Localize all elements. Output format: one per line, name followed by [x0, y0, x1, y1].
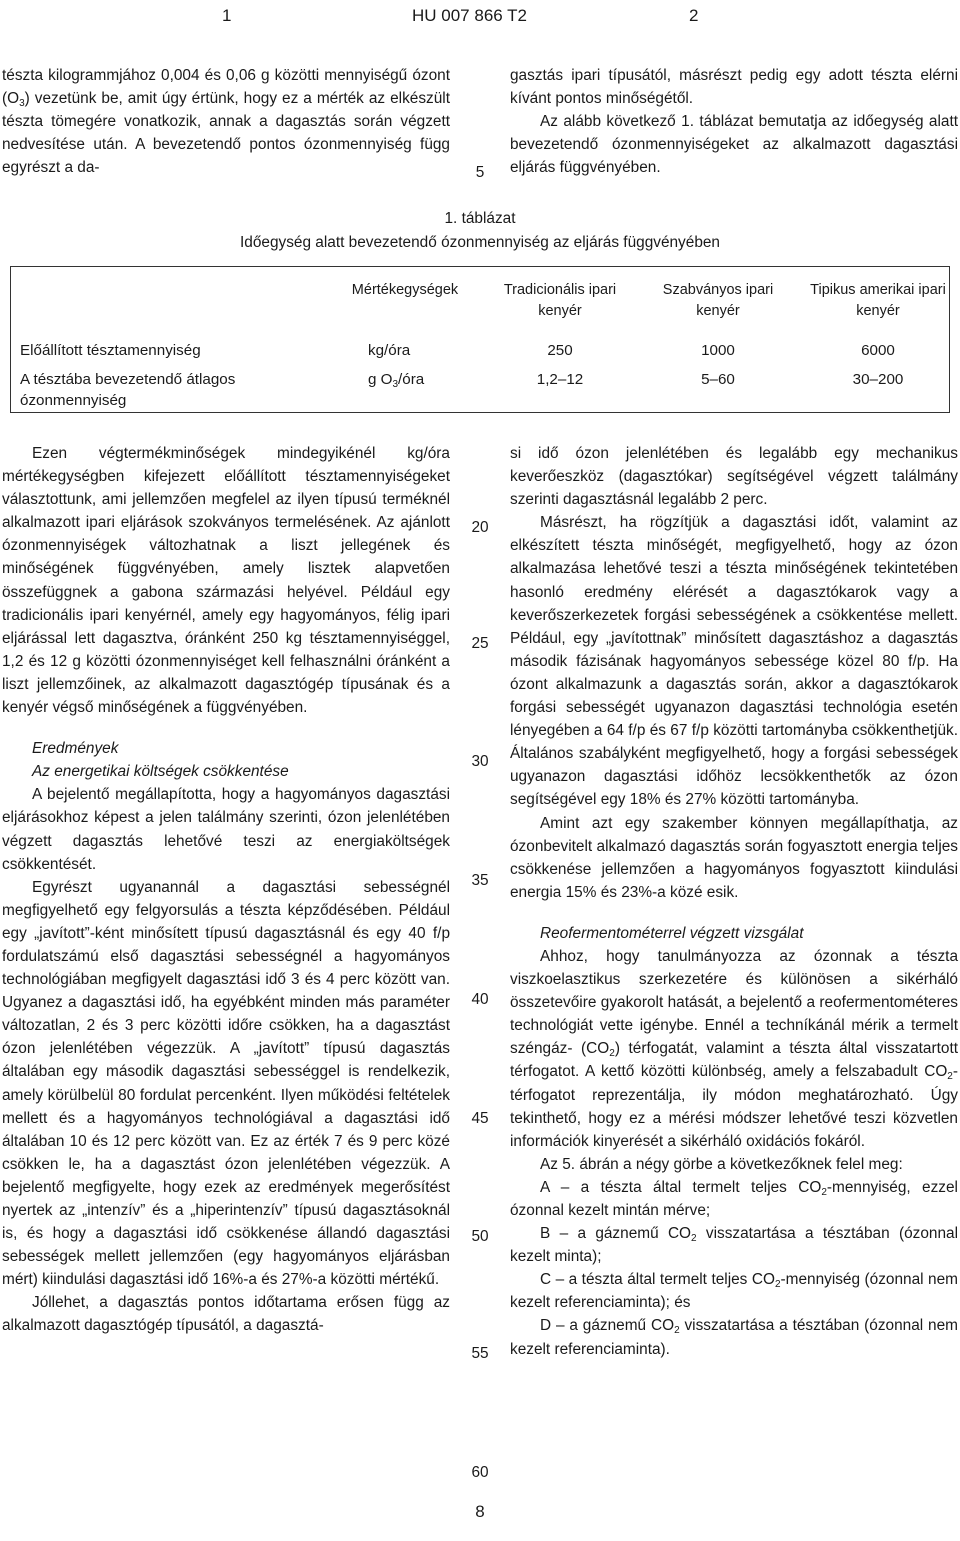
body-paragraph: Ezen végtermékminőségek mindegyikénél kg/óra mértékegységben kifejezett előállított tésztamennyiségeket választottunk, ami jellemzően megfelel az ilyen típusú terméknél alkalmazott ipari eljárások szokványos termelésének. Az ajánlott ózonmennyiségek változhatnak a liszt jellegének és minőségének függvényében, amely lisztek alapvetően összefüggnek a gabona származási helyével. Például egy tradicionális ipari kenyérnél, amely egy hagyományos, félig ipari eljárással lett dagasztva, óránként 250 kg tésztamennyiséggel, 1,2 és 12 g közötti ózonmennyiséget kell felhasználni óránként a liszt jellemzőinek, az alkalmazott dagasztógép típusának és a kenyér végső minőségének a függvényében. [2, 445, 450, 717]
table-caption: 1. táblázat [444, 210, 516, 227]
body-paragraph: Amint azt egy szakember könnyen megállapíthatja, az ózonbevitelt alkalmazó dagasztás során fogyasztott energia teljes csökkenése jellemzően a hagyományos fogyasztott kiindulási energia 15% és 23%-a közé esik. [510, 814, 958, 901]
page-header [0, 0, 960, 30]
table-cell: 6000 [861, 342, 895, 359]
table-header-traditional: Tradicionális ipari kenyér [503, 282, 617, 319]
table-cell-unit: g $O_3$/óra [368, 371, 425, 390]
line-number: 50 [471, 1228, 489, 1245]
table-row-label: A tésztába bevezetendő átlagos ózonmennyiség [20, 371, 236, 409]
list-item: D – a gáznemű $CO_2$ visszatartása a tésztában (ózonnal nem kezelt referenciaminta). [510, 1317, 958, 1358]
line-number: 5 [475, 164, 485, 181]
body-paragraph: si idő ózon jelenlétében és legalább egy mechanikus keverőeszköz (dagasztókar) segítségével végzett találmány szerinti dagasztásnál legalább 2 perc. [510, 445, 958, 509]
list-item: C – a tészta által termelt teljes $CO_2$-mennyiség (ózonnal nem kezelt referenciaminta); és [510, 1271, 958, 1312]
body-paragraph: Egyrészt ugyanannál a dagasztási sebességnél megfigyelhető egy felgyorsulás a tészta képződésében. Például egy „javított”-ként minősített típusú dagasztásnál és egy 40 f/p fordulatszámú első dagasztási sebességnél a hagyományos technológiában megfigyelt dagasztási idő 3 és 4 perc között van. Ugyanez a dagasztási idő, ha egyébként minden más paraméter változatlan, 2 és 3 perc közötti időre csökken, ha a dagasztást ózon jelenlétében végezzük. A „javított” típusú dagasztás általában egy második dagasztási sebességgel is rendelkezik, amely körülbelül 80 fordulat percenként. Ilyen működési feltételek mellett és a hagyományos technológiával a dagasztási idő általában 10 és 12 perc között van. Ez az érték 7 és 9 perc közé csökken le, ha a dagasztást ózon jelenlétében végezzük. A bejelentő megfigyelte, hogy ezek az eredmények megerősítést nyertek az „intenzív” és a „hiperintenzív” típusú dagasztásoknál is, és hogy a dagasztási idő csökkenése állandó dagasztási sebességek mellett jellemzően (egy hagyományos eljárásban mért) kiindulási dagasztási idő 16%-a és 27%-a közötti mértékű. [2, 878, 450, 1289]
line-number: 20 [471, 519, 489, 536]
left-column [2, 442, 450, 1338]
subsection-heading: Az energetikai költségek csökkentése [32, 763, 289, 781]
table-header-units: Mértékegységek [351, 282, 459, 298]
table-subcaption: Időegység alatt bevezetendő ózonmennyiség az eljárás függvényében [239, 234, 720, 251]
top-left-column [2, 64, 450, 179]
body-paragraph: Ahhoz, hogy tanulmányozza az ózonnak a tészta viszkoelasztikus szerkezetére és különösen a sikérháló összetevőire gyakorolt hatását, a bejelentő a reofermentométeres technológiát vette igénybe. Ennél a techníkánál mérik a termelt széngáz- $(CO_2)$ térfogatát, valamint a tészta által visszatartott térfogatot. A kettő közötti különbség, amely a felszabadult $CO_2$-térfogatot reprezentálja, ily módon meghatározható. Úgy tekinthető, hogy ez a mérési módszer lehetővé teszi közvetlen információk kinyerését a sikérháló oxidációs fokáról. [510, 947, 959, 1150]
document-id: HU 007 866 T2 [412, 6, 527, 25]
right-column [510, 442, 958, 1361]
line-number: 45 [471, 1110, 489, 1127]
table-cell: 30–200 [852, 371, 904, 388]
table-header-standard: Szabványos ipari kenyér [662, 282, 774, 319]
line-number: 55 [471, 1345, 489, 1362]
line-number: 40 [471, 991, 489, 1008]
right-page-number: 2 [689, 6, 699, 25]
line-number: 30 [471, 753, 489, 770]
line-number: 60 [471, 1464, 489, 1481]
top-right-paragraph-1: gasztás ipari típusától, másrészt pedig egy adott tészta elérni kívánt pontos minőségétől. [510, 67, 958, 108]
line-number: 25 [471, 635, 489, 652]
body-paragraph: Másrészt, ha rögzítjük a dagasztási időt, valamint az elkészített tészta minőségét, megfigyelhető, hogy az ózon alkalmazása lehetővé teszi a tészta minőségének tekintetében hasonló eredmény elérését a dagasztókarok vagy a keverőszerkezetek forgási sebességének a csökkentése mellett. Például, egy „javítottnak” minősített dagasztáshoz a dagasztás második fázisának hagyományos sebessége közel 80 f/p. Ha ózont alkalmazunk a dagasztás során, akkor a dagasztókarok forgási sebességét ugyanazon dagasztási technológia esetén lényegében a 64 f/p és 67 f/p közötti tartományba csökkenthetjük. Általános szabályként megfigyelhető, hogy a forgási sebességek ugyanazon dagasztási időhöz lecsökkenthetők az ózon segítségével egy 18% és 27% közötti tartományba. [510, 514, 958, 809]
table-cell-unit: kg/óra [368, 342, 411, 359]
table-cell: 1,2–12 [536, 371, 584, 388]
section-heading: Eredmények [32, 740, 119, 758]
list-item: A – a tészta által termelt teljes $CO_2$-mennyiség, ezzel ózonnal kezelt mintán mérve; [510, 1178, 958, 1219]
body-paragraph: A bejelentő megállapította, hogy a hagyományos dagasztási eljárásokhoz képest a jelen találmány szerinti, ózon jelenlétében végzett dagasztás lehetővé teszi az energiaköltségek csökkentését. [2, 786, 450, 873]
top-left-paragraph: tészta kilogrammjához 0,004 és 0,06 g közötti mennyiségű ózont $(O_3)$ vezetünk be, amit úgy értünk, hogy ez a mérték az elkészült tészta tömegére vonatkozik, annak a dagasztás során végzett nedvesítése után. A bevezetendő pontos ózonmennyiség függ egyrészt a da- [2, 67, 450, 177]
top-right-column [510, 64, 958, 179]
top-right-paragraph-2: Az alább következő 1. táblázat bemutatja az időegység alatt bevezetendő ózonmennyiségeket az alkalmazott dagasztási eljárás függvényében. [510, 113, 958, 177]
body-paragraph: Jóllehet, a dagasztás pontos időtartama erősen függ az alkalmazott dagasztógép típusától, a dagasztá- [2, 1294, 450, 1335]
table-header-american: Tipikus amerikai ipari kenyér [810, 282, 946, 319]
left-page-number: 1 [222, 6, 232, 25]
body-paragraph: Az 5. ábrán a négy görbe a következőknek felel meg: [540, 1155, 903, 1173]
line-number: 35 [471, 872, 489, 889]
table-cell: 5–60 [701, 371, 735, 388]
table-cell: 250 [547, 342, 573, 359]
table-row-label: Előállított tésztamennyiség [20, 342, 201, 359]
section-heading: Reofermentométerrel végzett vizsgálat [540, 924, 804, 942]
list-item: B – a gáznemű $CO_2$ visszatartása a tésztában (ózonnal kezelt minta); [510, 1225, 958, 1266]
footer-page-number: 8 [475, 1502, 485, 1521]
table-cell: 1000 [701, 342, 735, 359]
